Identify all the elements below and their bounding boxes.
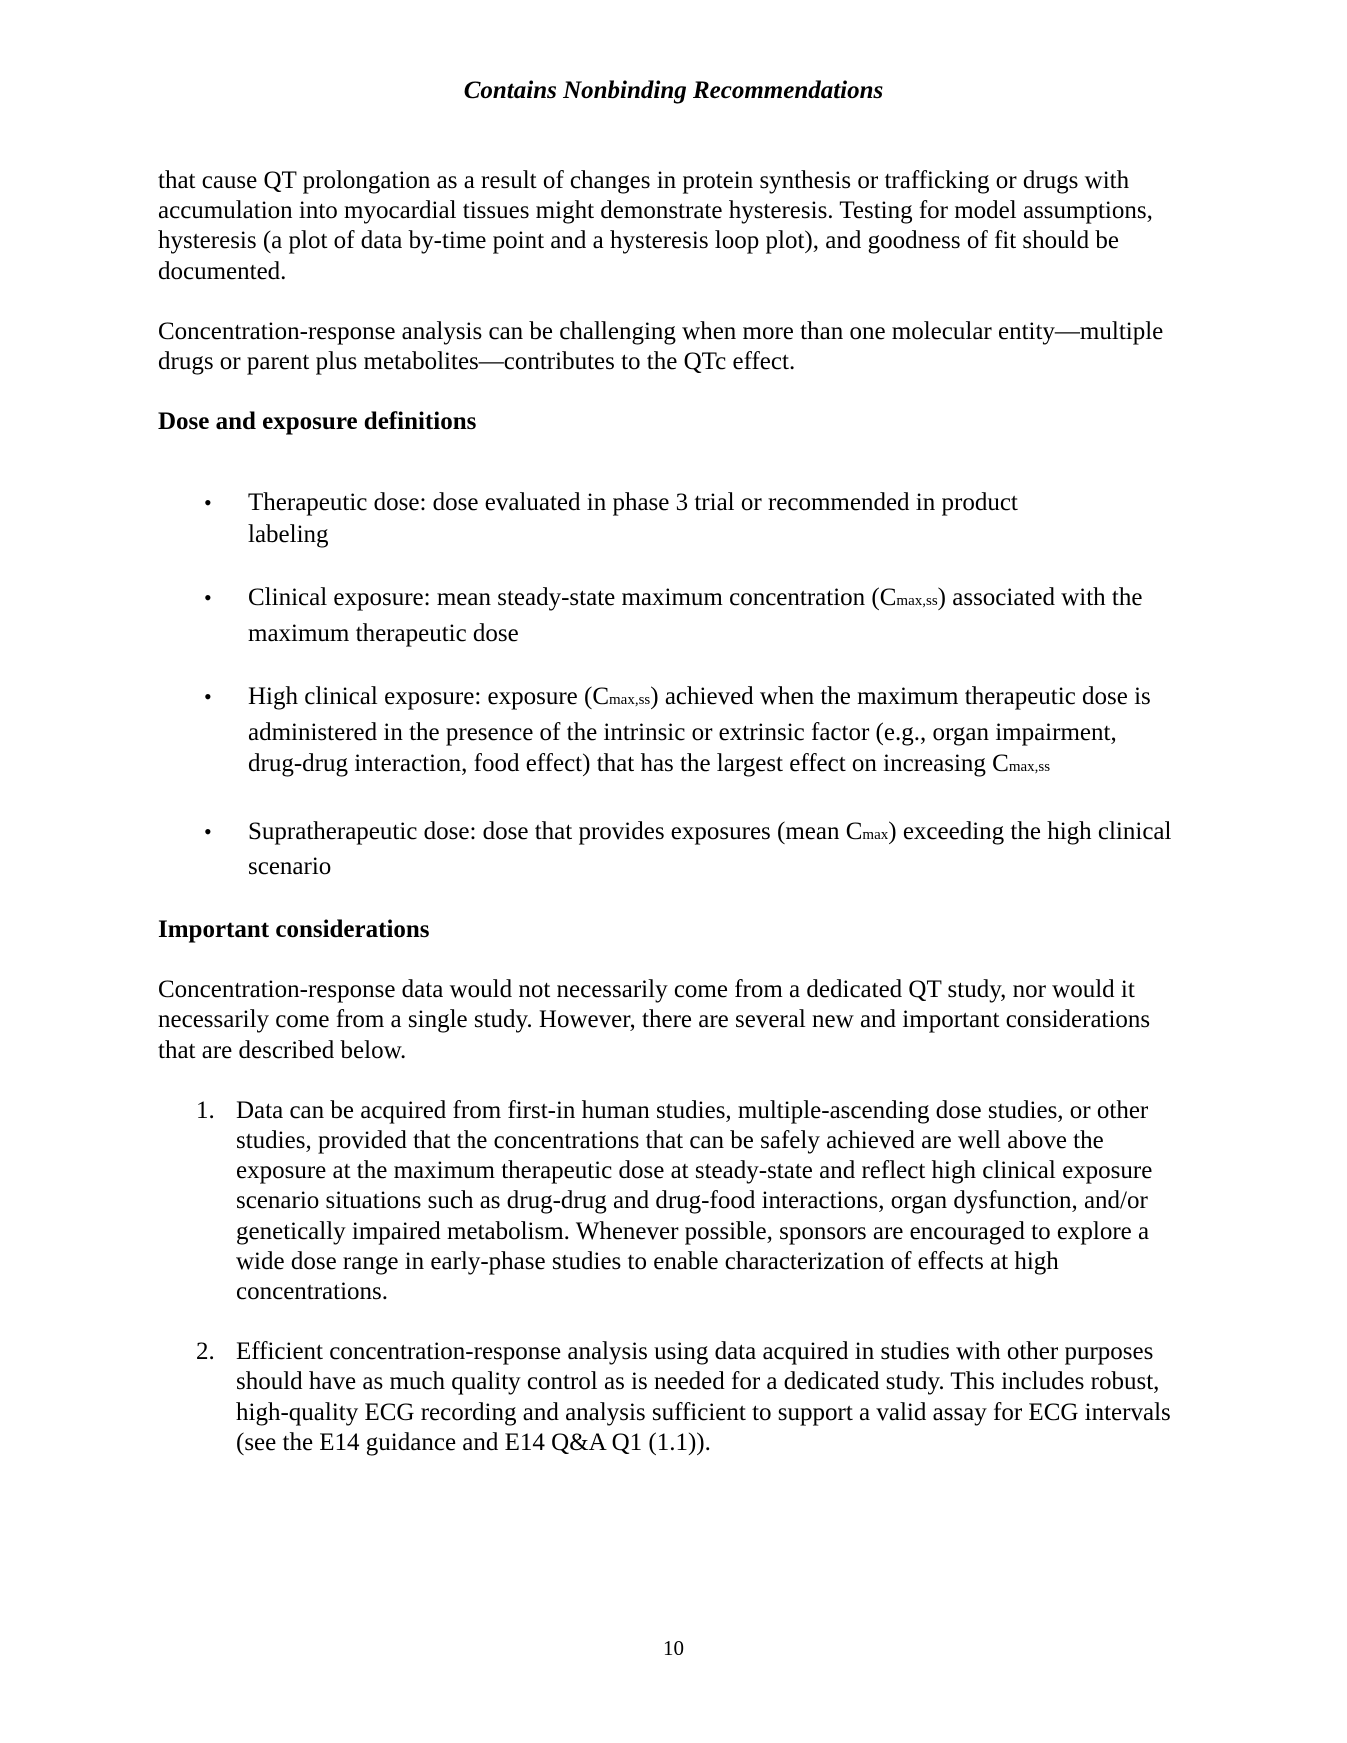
subscript: max,ss	[896, 593, 938, 610]
section-heading-considerations: Important considerations	[158, 915, 430, 943]
list-item-text-start: Clinical exposure: mean steady-state maximum concentration (C	[248, 584, 897, 612]
definitions-list	[158, 487, 1188, 883]
bullet-icon: •	[204, 684, 212, 710]
document-body	[158, 166, 1188, 1488]
list-item-text: Data can be acquired from first-in human studies, multiple-ascending dose studies, or other studies, provided that the concentrations that can be safely achieved are well above the exposure at the maximum therapeutic dose at steady-state and reflect high clinical exposure scenario situations such as drug-drug and drug-food interactions, organ dysfunction, and/or genetically impaired metabolism. Whenever possible, sponsors are encouraged to explore a wide dose range in early-phase studies to enable characterization of effects at high concentrations.	[236, 1096, 1153, 1305]
list-item-text: Therapeutic dose: dose evaluated in phase 3 trial or recommended in product labeling	[248, 489, 1018, 548]
paragraph-considerations-intro: Concentration-response data would not necessarily come from a dedicated QT study, nor would it necessarily come from a single study. However, there are several new and important considerations that are described below.	[158, 976, 1151, 1064]
bullet-icon: •	[204, 818, 212, 844]
page-header: Contains Nonbinding Recommendations	[463, 77, 884, 104]
subscript: max,ss	[1008, 759, 1051, 776]
list-item-consideration-1	[158, 1096, 1188, 1307]
list-item-high-clinical-exposure	[158, 681, 1173, 784]
page-number: 10	[663, 1636, 684, 1660]
paragraph-multiple-entities: Concentration-response analysis can be challenging when more than one molecular entity—multiple drugs or parent plus metabolites—contributes to the QTc effect.	[158, 317, 1164, 376]
considerations-list	[158, 1096, 1188, 1458]
list-item-supratherapeutic-dose	[158, 816, 1173, 883]
list-item-text-middle: ) achieved when the maximum therapeutic dose is administered in the presence of the intrinsic or extrinsic factor (e.g., organ impairment, drug-drug interaction, food effect) that has the largest effect on increasing C	[248, 683, 1151, 778]
list-item-text-start: High clinical exposure: exposure (C	[248, 683, 610, 711]
list-item-text: Efficient concentration-response analysis using data acquired in studies with other purposes should have as much quality control as is needed for a dedicated study. This includes robust, high-quality ECG recording and analysis sufficient to support a valid assay for ECG intervals (see the E14 guidance and E14 Q&A Q1 (1.1)).	[236, 1338, 1171, 1456]
list-number: 1.	[196, 1096, 215, 1124]
section-heading-definitions: Dose and exposure definitions	[158, 408, 477, 436]
list-item-text-start: Supratherapeutic dose: dose that provides exposures (mean C	[248, 817, 863, 845]
list-item-clinical-exposure	[158, 582, 1173, 649]
paragraph-hysteresis: that cause QT prolongation as a result of changes in protein synthesis or trafficking or drugs with accumulation into myocardial tissues might demonstrate hysteresis. Testing for model assumptions, hysteresis (a plot of data by-time point and a hysteresis loop plot), and goodness of fit should be documented.	[158, 167, 1153, 285]
list-item-consideration-2	[158, 1337, 1188, 1458]
list-item-text-end: ) exceeding the high clinical scenario	[248, 817, 1172, 881]
list-item-text-end: ) associated with the maximum therapeutic dose	[248, 584, 1143, 647]
bullet-icon: •	[204, 585, 212, 611]
list-number: 2.	[196, 1338, 215, 1366]
subscript: max	[862, 826, 889, 843]
subscript: max,ss	[609, 692, 651, 709]
bullet-icon: •	[204, 490, 212, 516]
list-item-therapeutic-dose	[158, 487, 1098, 550]
